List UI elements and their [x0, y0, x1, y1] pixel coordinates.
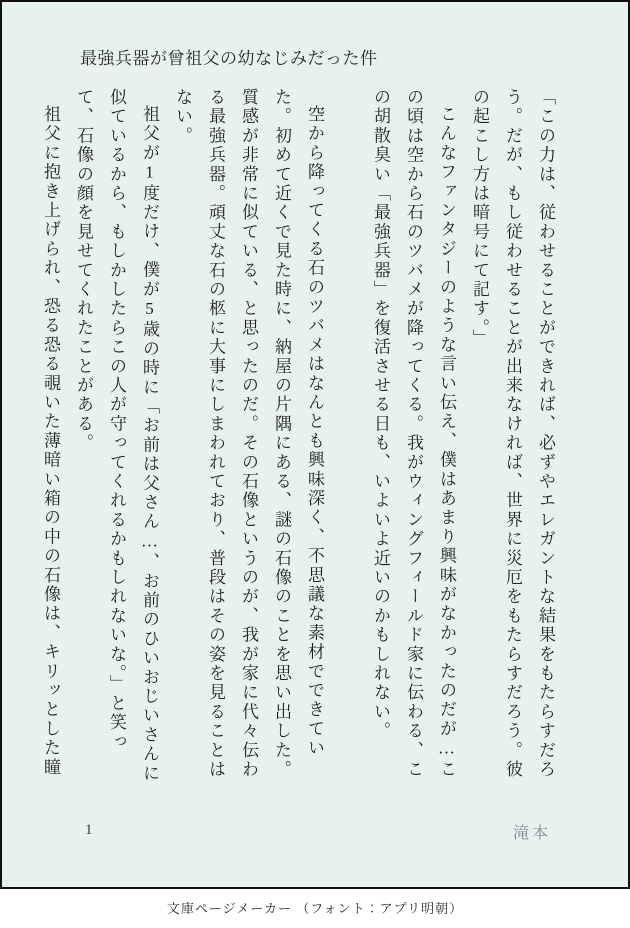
page-number: 1 [85, 822, 93, 838]
story-paragraph-3: 空から降ってくる石のツバメはなんとも興味深く、不思議な素材でできていた。初めて近くで見た時に、納屋の片隅にある、謎の石像のことを思い出した。質感が非常に似ている、と思ったのだ。その石像というのが、我が家に代々伝わる最強兵器。頑丈な石の柩に大事にしまわれており、普段はその姿を見ることはない。 [173, 88, 324, 780]
page-title: 最強兵器が曾祖父の幼なじみだった件 [80, 49, 378, 68]
story-paragraph-4: 祖父が1度だけ、僕が5歳の時に「お前は父さん…、お前のひいおじいさんに似ているから、もしかしたらこの人が守ってくれるかもしれないな。」と笑って、石像の顔を見せてくれたことがある。 [74, 88, 159, 783]
author-name: 滝本 [512, 825, 551, 842]
story-paragraph-2: こんなファンタジーのような言い伝え、僕はあまり興味がなかったのだが…この頃は空から石のツバメが降ってくる。我がウィングフィールド家に伝わる、この胡散臭い「最強兵器」を復活させる日も、いよいよ近いのかもしれない。 [371, 88, 456, 780]
story-text [34, 88, 562, 788]
story-paragraph-5: 祖父に抱き上げられ、恐る恐る覗いた薄暗い箱の中の石像は、キリッとした瞳 [41, 105, 60, 777]
story-paragraph-1: 「この力は、従わせることができれば、必ずやエレガントな結果をもたらすだろう。だが、もし従わせることが出来なければ、世界に災厄をもたらすだろう。彼の起こし方は暗号にて記す。」 [470, 88, 555, 780]
footer-caption: 文庫ページメーカー （フォント：アプリ明朝） [166, 901, 464, 916]
